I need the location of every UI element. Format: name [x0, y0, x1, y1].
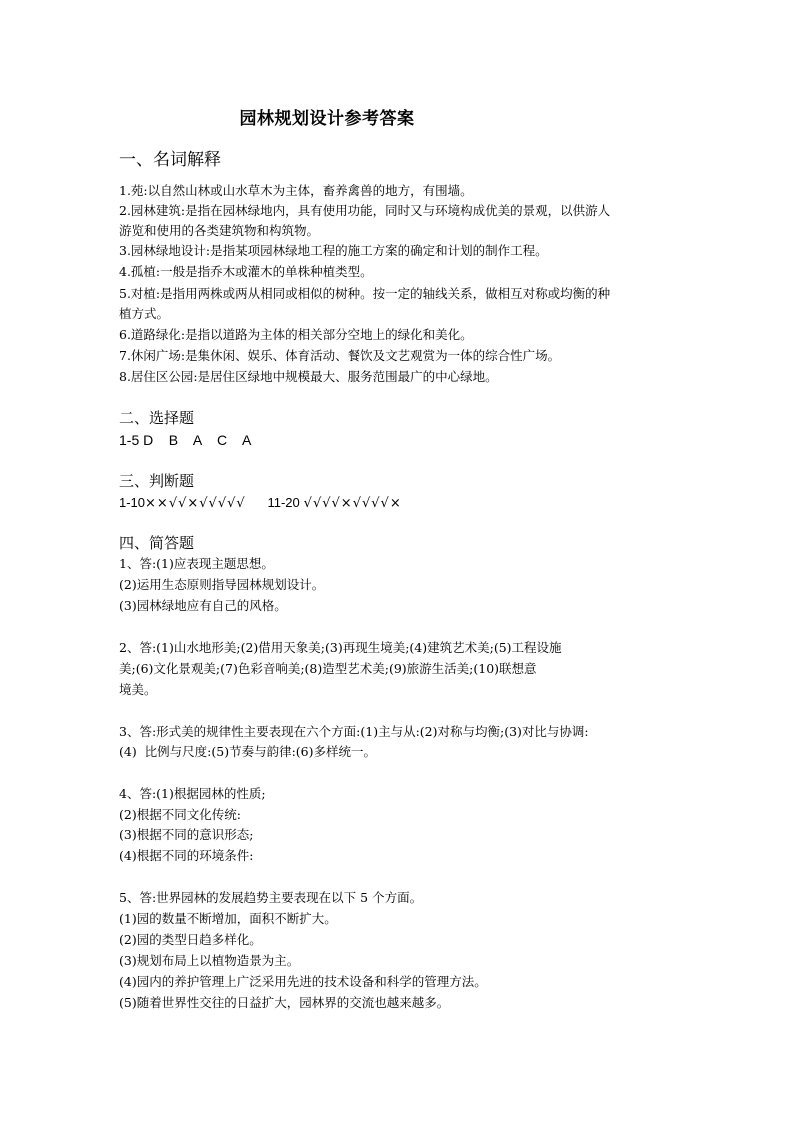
definition-line: 5.对植:是指用两株或两从相同或相似的树种。按一定的轴线关系，做相互对称或均衡的种 — [119, 286, 611, 301]
judgement-marks-2: √√√√×√√√√× — [303, 496, 402, 511]
section-heading-judgement: 三、判断题 — [119, 472, 195, 490]
definition-line: 游览和使用的各类建筑物和构筑物。 — [119, 223, 320, 238]
section-heading-definitions: 一、名词解释 — [119, 150, 221, 170]
answer-line: (2)园的类型日趋多样化。 — [119, 932, 262, 947]
answer-line: (3)根据不同的意识形态; — [119, 827, 254, 842]
answer-line: (4) 比例与尺度:(5)节奏与韵律:(6)多样统一。 — [119, 744, 376, 759]
answer-line: 2、答:(1)山水地形美;(2)借用天象美;(3)再现生境美;(4)建筑艺术美;(5)工程设施 — [119, 640, 562, 655]
definition-line: 3.园林绿地设计:是指某项园林绿地工程的施工方案的确定和计划的制作工程。 — [119, 243, 548, 258]
definition-line: 1.苑:以自然山林或山水草木为主体，畜养禽兽的地方，有围墙。 — [119, 183, 473, 198]
answer-line: (5)随着世界性交往的日益扩大，园林界的交流也越来越多。 — [119, 995, 450, 1010]
answer-line: (2)运用生态原则指导园林规划设计。 — [119, 577, 325, 592]
answer-line: (3)园林绿地应有自己的风格。 — [119, 598, 287, 613]
judgement-range-1: 1-10 — [119, 495, 146, 510]
definition-line: 植方式。 — [119, 306, 170, 321]
answer-line: (4)根据不同的环境条件: — [119, 848, 254, 863]
answer-line: 美;(6)文化景观美;(7)色彩音响美;(8)造型艺术美;(9)旅游生活美;(10)联想意 — [119, 661, 537, 676]
answer-line: 5、答:世界园林的发展趋势主要表现在以下 5 个方面。 — [119, 890, 423, 905]
judgement-marks-1: ××√√×√√√√√ — [145, 496, 246, 511]
judgement-answers — [119, 492, 402, 514]
answer-line: (3)规划布局上以植物造景为主。 — [119, 953, 300, 968]
definition-line: 2.园林建筑:是指在园林绿地内，具有使用功能，同时又与环境构成优美的景观，以供游人 — [119, 203, 611, 218]
document-title: 园林规划设计参考答案 — [239, 109, 415, 129]
definition-line: 4.孤植:一般是指乔木或灌木的单株种植类型。 — [119, 264, 373, 279]
answer-line: 3、答:形式美的规律性主要表现在六个方面:(1)主与从:(2)对称与均衡;(3)对比与协调: — [119, 724, 589, 739]
definition-line: 6.道路绿化:是指以道路为主体的相关部分空地上的绿化和美化。 — [119, 327, 473, 342]
section-heading-choice: 二、选择题 — [119, 409, 195, 427]
judgement-range-2: 11-20 — [267, 495, 300, 510]
section-heading-short-answer: 四、简答题 — [119, 534, 195, 552]
answer-line: 1、答:(1)应表现主题思想。 — [119, 556, 274, 571]
answer-line: (2)根据不同文化传统: — [119, 807, 241, 822]
answer-line: (1)园的数量不断增加，面积不断扩大。 — [119, 911, 337, 926]
definition-line: 8.居住区公园:是居住区绿地中规模最大、服务范围最广的中心绿地。 — [119, 369, 498, 384]
definition-line: 7.休闲广场:是集休闲、娱乐、体育活动、餐饮及文艺观赏为一体的综合性广场。 — [119, 348, 561, 363]
choice-answers: 1-5 D B A C A — [119, 432, 252, 448]
answer-line: 4、答:(1)根据园林的性质; — [119, 786, 266, 801]
answer-line: (4)园内的养护管理上广泛采用先进的技术设备和科学的管理方法。 — [119, 974, 487, 989]
answer-line: 境美。 — [119, 682, 157, 697]
